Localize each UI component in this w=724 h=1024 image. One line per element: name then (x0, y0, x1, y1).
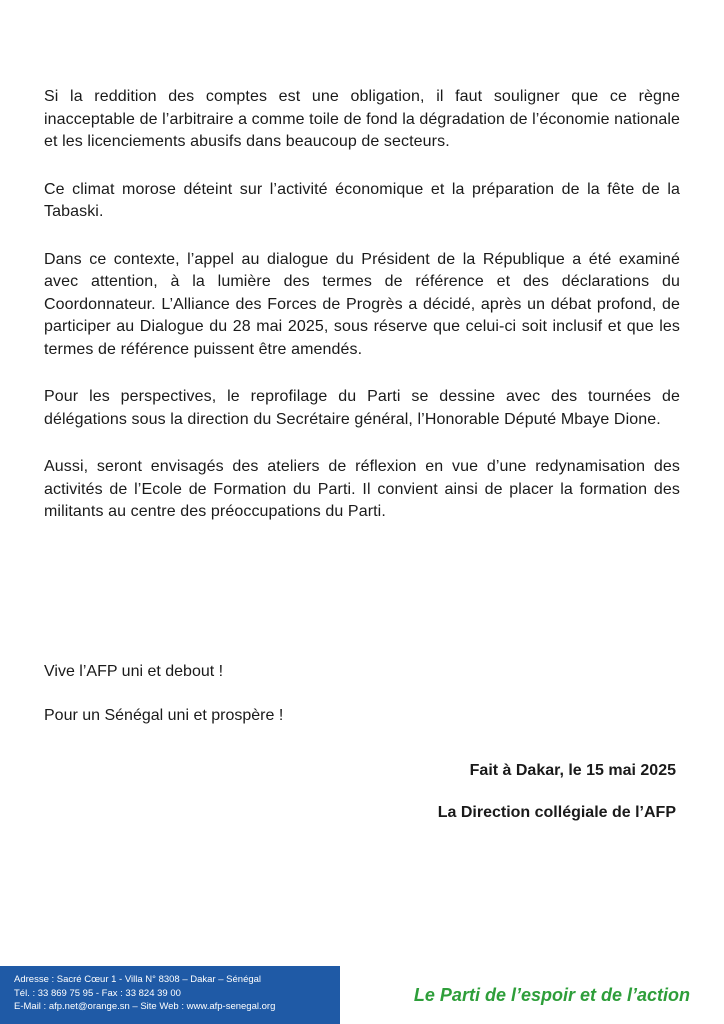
footer-phone: Tél. : 33 869 75 95 - Fax : 33 824 39 00 (14, 987, 181, 999)
closing-line-afp: Vive l’AFP uni et debout ! (44, 663, 224, 680)
party-slogan: Le Parti de l’espoir et de l’action (413, 985, 690, 1005)
signoff-date: Fait à Dakar, le 15 mai 2025 (469, 762, 676, 779)
paragraph-economic-climate: Ce climat morose déteint sur l’activité économique et la préparation de la fête de la Tabaski. (44, 180, 680, 220)
closing-line-senegal: Pour un Sénégal uni et prospère ! (44, 707, 284, 724)
paragraph-perspectives: Pour les perspectives, le reprofilage du Parti se dessine avec des tournées de délégations sous la direction du Secrétaire général, l’Honorable Député Mbaye Dione. (44, 388, 680, 428)
footer-contact-box (0, 966, 340, 1024)
footer-address: Adresse : Sacré Cœur 1 - Villa N° 8308 – Dakar – Sénégal (14, 974, 262, 985)
signoff-signature: La Direction collégiale de l’AFP (437, 804, 676, 821)
footer-contact: E-Mail : afp.net@orange.sn – Site Web : www.afp-senegal.org (14, 1001, 276, 1012)
paragraph-dialogue: Dans ce contexte, l’appel au dialogue du Président de la République a été examiné avec attention, à la lumière des termes de référence et des déclarations du Coordonnateur. L’Alliance des Forces de Progrès a décidé, après un débat profond, de participer au Dialogue du 28 mai 2025, sous réserve que celui-ci soit inclusif et que les termes de référence puissent être amendés. (44, 250, 680, 358)
document-body (44, 86, 680, 549)
paragraph-workshops: Aussi, seront envisagés des ateliers de réflexion en vue d’une redynamisation des activités de l’Ecole de Formation du Parti. Il convient ainsi de placer la formation des militants au centre des préoccupations du Parti. (44, 458, 680, 520)
paragraph-accountability: Si la reddition des comptes est une obligation, il faut souligner que ce règne inacceptable de l’arbitraire a comme toile de fond la dégradation de l’économie nationale et les licenciements abusifs dans beaucoup de secteurs. (44, 88, 680, 150)
